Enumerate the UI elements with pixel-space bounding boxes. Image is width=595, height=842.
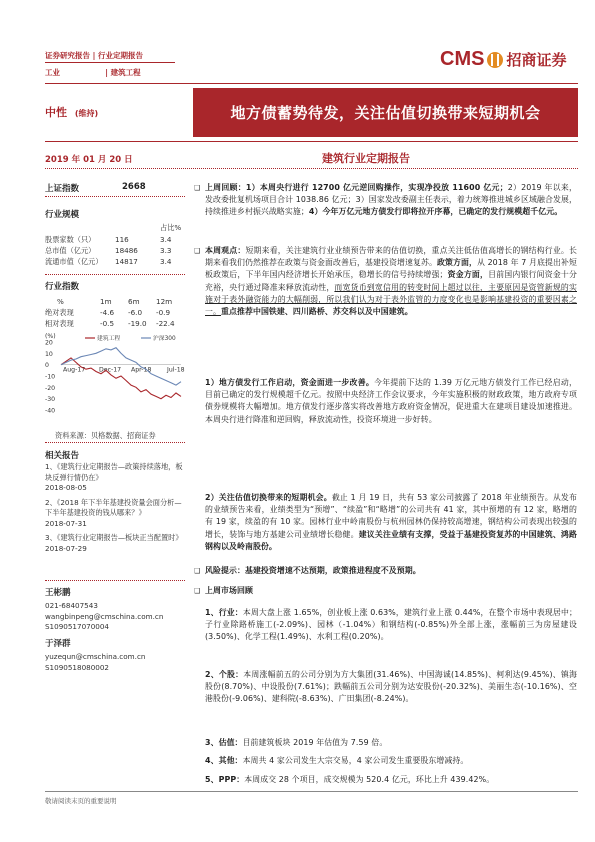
text-run: 短期来看，关注建筑行业业绩预告带来的估值切换，重点关注低估值高增长的钢结构行业。长期来看我们仍然推荐在政策与资金面改善后，基建投资增速复苏。 — [205, 246, 577, 268]
industry-name: 工业 — [45, 68, 60, 77]
text-run: 政策方面， — [436, 258, 477, 268]
text-run: 资金方面， — [447, 270, 489, 280]
text-run: 重点推荐中国铁建、四川路桥、苏交科以及中国建筑。 — [220, 307, 413, 317]
text-run: 3、估值： — [205, 738, 243, 747]
series-line-0 — [61, 358, 181, 399]
perf-header-cell: 12m — [156, 297, 173, 306]
text-run: 截止 1 月 19 日，共有 53 家公司披露了 2018 年业绩预告。从发布的业绩预告来看，业绩类型为“预增”、“续盈”和“略增”的公司共有 41 家，其中预增的有 12 家，略增的有 19 家，续盈的有 10 家。园林行业中岭南股份与杭州园林仍保持较高增速，钢结构公司表现出较强的增长，装饰与地方基建公司业绩增长稳健。 — [205, 493, 578, 539]
analyst-card — [45, 639, 185, 673]
perf-value: -19.0 — [128, 319, 147, 328]
report-subtype-label: 行业定期报告 — [98, 51, 143, 60]
x-tick-label: Dec-17 — [99, 366, 122, 374]
bullet-icon: ❑ — [194, 567, 201, 575]
text-run: 2、个股： — [205, 670, 244, 679]
y-tick-label: -20 — [45, 384, 56, 392]
company-logo — [440, 48, 566, 71]
text-run: 上周回顾：1）本周央行进行 12700 亿元逆回购操作，实现净投放 11600 亿元； — [205, 183, 508, 192]
paragraph-local-bonds — [205, 377, 577, 426]
related-report-title: 3、《建筑行业定期报告—板块正当配置时》 — [45, 533, 183, 542]
scale-row — [45, 234, 185, 245]
analyst-name: 王彬鹏 — [45, 588, 71, 598]
perf-row — [45, 318, 185, 329]
performance-chart — [45, 332, 185, 424]
text-run: 建议关注业绩有支撑，受益于基建投资复苏的中国建筑、鸿路钢构以及岭南股份。 — [205, 529, 578, 551]
scale-cell-value: 14817 — [115, 257, 138, 266]
rating-note: (维持) — [74, 109, 99, 118]
perf-value: -22.4 — [156, 319, 175, 328]
industry-label — [45, 67, 141, 78]
perf-header-cell: 1m — [100, 297, 112, 306]
market-industry — [205, 607, 577, 644]
scale-cell-label: 流通市值（亿元） — [45, 257, 103, 266]
analyst-license: S1090518080002 — [45, 662, 110, 672]
market-other — [205, 755, 577, 767]
text-run: 风险提示：基建投资增速不达预期，政策推进程度不及预期。 — [205, 566, 421, 575]
logo-chinese: 招商证券 — [506, 51, 567, 69]
text-run: 目前国内银行间资金十分充裕，央行通过降准来释放流动性， — [205, 270, 577, 292]
scale-cell-pct: 3.3 — [160, 246, 172, 255]
perf-row-label: 相对表现 — [45, 319, 74, 328]
paragraph-valuation — [205, 492, 577, 553]
legend-label: 建筑工程 — [97, 336, 121, 342]
text-run: 本周共 4 家公司发生大宗交易，4 家公司发生重要股东增减持。 — [242, 756, 469, 765]
rating — [45, 104, 98, 120]
text-run: 2）关注估值切换带来的短期机会。 — [205, 493, 332, 502]
report-type-label: 证券研究报告 — [45, 51, 90, 60]
perf-row-label: 绝对表现 — [45, 308, 74, 317]
logo-text: CMS — [440, 48, 485, 70]
related-report-item[interactable] — [45, 462, 185, 494]
index-label: 上证指数 — [45, 184, 80, 194]
text-run: 本周成交 28 个项目，成交规模为 520.4 亿元，环比上升 439.42%。 — [244, 775, 495, 784]
scale-pct-header: 占比% — [160, 223, 182, 232]
perf-value: -0.9 — [156, 308, 171, 317]
x-tick-label: Apr-18 — [131, 366, 152, 374]
paragraph-views — [205, 245, 577, 318]
analyst-phone: 021-68407543 — [45, 600, 98, 610]
report-date: 2019 年 01 月 20 日 — [45, 155, 133, 165]
text-run: 目前建筑板块 2019 年估值为 7.59 倍。 — [242, 738, 388, 747]
text-run: 本周大盘上涨 1.65%，创业板上涨 0.63%，建筑行业上涨 0.44%，在整个市场中表现居中；子行业除路桥施工(-2.09%)、园林（-1.04%）和钢结构(-0.85%)外全部上涨，涨幅前三为房屋建设(3.50%)、化学工程(1.49%)、水利工程(0.20%)。 — [205, 608, 577, 642]
bullet-icon: ❑ — [194, 247, 201, 255]
perf-title: 行业指数 — [45, 282, 80, 292]
x-tick-label: Jul-18 — [167, 366, 185, 374]
perf-header-row — [45, 296, 185, 307]
text-run: 从 2018 年 7 月底提出补短板政策后，下半年国内经济增长开始承压，稳增长的信号持续增强； — [205, 258, 577, 280]
perf-value: -6.0 — [128, 308, 143, 317]
market-ppp — [205, 774, 577, 786]
perf-value: -4.6 — [100, 308, 115, 317]
market-valuation — [205, 737, 577, 749]
scale-cell-label: 总市值（亿元） — [45, 246, 96, 255]
index-value: 2668 — [122, 182, 146, 192]
text-run: 今年提前下达的 1.39 万亿元地方债发行工作已经启动，目前已确定的发行规模超千亿元。按照中央经济工作会议要求，今年实施积极的财政政策，地方政府专项债券规模将大幅增加。地方债发行逐步落实将改善地方政府资金情况，促进重大在建项目建设加速推进。本周央行进行降准和逆回购，释放流动性，投资环境进一步好转。 — [205, 378, 578, 424]
header-separator-2: | — [105, 68, 108, 77]
scale-row — [45, 256, 185, 267]
related-reports-list — [45, 462, 185, 558]
report-title: 地方债蓄势待发，关注估值切换带来短期机会 — [230, 104, 541, 122]
text-run: 1、行业： — [205, 608, 243, 617]
y-tick-label: 20 — [45, 339, 53, 347]
related-report-date: 2018-07-31 — [45, 518, 87, 528]
related-report-item[interactable] — [45, 533, 185, 554]
analyst-license: S1090517070004 — [45, 622, 110, 632]
related-report-title: 1、《建筑行业定期报告—政策持续落地，板块反弹行情仍在》 — [45, 462, 183, 482]
y-tick-label: -30 — [45, 396, 56, 404]
rating-label: 中性 — [45, 106, 67, 119]
related-report-date: 2018-07-29 — [45, 543, 87, 553]
analyst-card — [45, 588, 185, 633]
scale-title: 行业规模 — [45, 210, 80, 220]
sub-industry-name: 建筑工程 — [110, 68, 141, 77]
scale-cell-pct: 3.4 — [160, 235, 172, 244]
analyst-email[interactable]: yuzequn@cmschina.com.cn — [45, 651, 146, 661]
title-banner — [193, 88, 578, 137]
analyst-list — [45, 588, 185, 680]
text-run: 1）地方债发行工作启动，资金面进一步改善。 — [205, 378, 375, 387]
report-subtitle: 建筑行业定期报告 — [322, 152, 410, 165]
scale-cell-label: 股票家数（只） — [45, 235, 96, 244]
market-stocks — [205, 669, 577, 706]
text-run: 而宽货币到宽信用的转变时间上超过以往，主要原因是资管新规的实施对于表外融资能力的大幅削弱，所以我们认为对于表外监管的力度变化也是影响基建投资的重要因素之一。 — [205, 282, 577, 317]
perf-row — [45, 307, 185, 318]
scale-cell-pct: 3.4 — [160, 257, 172, 266]
text-run: 5、PPP： — [205, 775, 245, 784]
footer-note: 敬请阅读末页的重要说明 — [45, 797, 117, 805]
text-run: 本周观点： — [205, 246, 246, 255]
text-run: 本周涨幅前五的公司分别为方大集团(31.46%)、中国海诚(14.85%)、柯利达(9.45%)、镇海股份(8.70%)、中设股份(7.61%)；跌幅前五公司分别为达安股份(-20.32%)、美丽生态(-10.16%)、空港股份(-9.06%)、建科院(-8.63%)、广田集团(-8.24%)。 — [205, 670, 577, 704]
related-report-item[interactable] — [45, 498, 185, 530]
chart-source: 资料来源：贝格数据、招商证券 — [55, 431, 156, 440]
report-category — [45, 50, 143, 61]
x-tick-label: Aug-17 — [63, 366, 86, 374]
logo-emblem-icon — [487, 52, 503, 68]
text-run: 4）今年万亿元地方债发行即将拉开序幕，已确定的发行规模超千亿元。 — [308, 207, 563, 217]
perf-value: -0.5 — [100, 319, 115, 328]
legend-label: 沪深300 — [153, 336, 176, 342]
perf-header-cell: % — [57, 297, 64, 306]
bullet-icon: ❑ — [194, 184, 201, 192]
bullet-icon: ❑ — [194, 587, 201, 595]
scale-cell-value: 18486 — [115, 246, 138, 255]
scale-cell-value: 116 — [115, 235, 129, 244]
analyst-email[interactable]: wangbinpeng@cmschina.com.cn — [45, 611, 164, 621]
related-title: 相关报告 — [45, 451, 80, 461]
analyst-name: 于泽群 — [45, 639, 71, 650]
paragraph-last-week — [205, 182, 577, 219]
header-separator: | — [92, 51, 96, 60]
y-tick-label: (%) — [45, 333, 56, 340]
perf-header-cell: 6m — [128, 297, 140, 306]
y-tick-label: -40 — [45, 407, 56, 415]
related-report-title: 2、《2018 年下半年基建投资量会面分析—下半年基建投资的钱从哪来？》 — [45, 497, 182, 517]
scale-row — [45, 245, 185, 256]
y-tick-label: 10 — [45, 350, 53, 358]
perf-table — [45, 296, 185, 329]
risk-warning — [205, 565, 577, 577]
text-run: 4、其他： — [205, 756, 243, 765]
scale-table — [45, 234, 185, 267]
related-report-date: 2018-08-05 — [45, 483, 87, 492]
y-tick-label: -10 — [45, 373, 56, 381]
text-run: 2）2019 年以来，发改委批复机场项目合计 1038.86 亿元；3）国家发改委副主任表示，着力统筹推进城乡区域融合发展，持续推进乡村振兴战略实施； — [205, 183, 577, 217]
y-tick-label: 0 — [45, 362, 49, 370]
market-review-title: 上周市场回顾 — [205, 586, 253, 595]
